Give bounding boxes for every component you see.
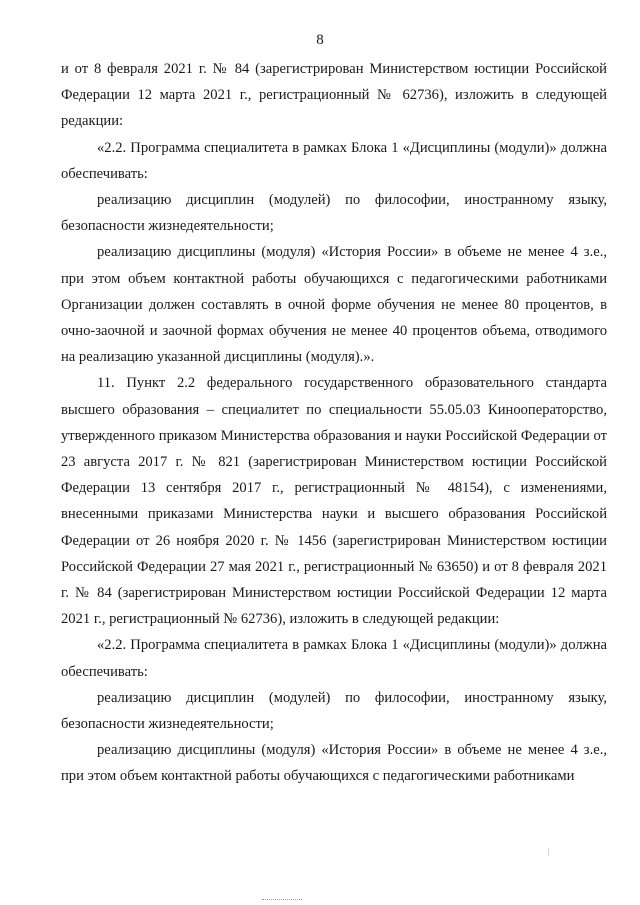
scan-speck <box>548 848 549 856</box>
document-body <box>61 56 607 790</box>
scan-bottom-marks <box>262 899 302 902</box>
paragraph-continuation: и от 8 февраля 2021 г. № 84 (зарегистрирован Министерством юстиции Российской Федерации 12 марта 2021 г., регистрационный № 62736), изложить в следующей редакции: <box>61 61 607 130</box>
paragraph-item-11: 11. Пункт 2.2 федерального государственного образовательного стандарта высшего образования – специалитет по специальности 55.05.03 Кинооператорство, утвержденного приказом Министерства образования и науки Российской Федерации от 23 августа 2017 г. № 821 (зарегистрирован Министерством юстиции Российской Федерации 13 сентября 2017 г., регистрационный № 48154), с изменениями, внесенными приказами Министерства науки и высшего образования Российской Федерации от 26 ноября 2020 г. № 1456 (зарегистрирован Министерством юстиции Российской Федерации 27 мая 2021 г., регистрационный № 63650) и от 8 февраля 2021 г. № 84 (зарегистрирован Министерством юстиции Российской Федерации 12 марта 2021 г., регистрационный № 62736), изложить в следующей редакции: <box>61 375 607 628</box>
paragraph-history: реализацию дисциплины (модуля) «История России» в объеме не менее 4 з.е., при этом объем контактной работы обучающихся с педагогическими работниками Организации должен составлять в очной форме обучения не менее 80 процентов, в очно-заочной и заочной формах обучения не менее 40 процентов объема, отводимого на реализацию указанной дисциплины (модуля).». <box>61 244 607 366</box>
paragraph-quote-program: «2.2. Программа специалитета в рамках Блока 1 «Дисциплины (модули)» должна обеспечивать: <box>61 637 607 680</box>
paragraph-disciplines: реализацию дисциплин (модулей) по философии, иностранному языку, безопасности жизнедеятельности; <box>61 192 607 235</box>
paragraph-quote-program: «2.2. Программа специалитета в рамках Блока 1 «Дисциплины (модули)» должна обеспечивать: <box>61 139 607 182</box>
paragraph-disciplines: реализацию дисциплин (модулей) по философии, иностранному языку, безопасности жизнедеятельности; <box>61 689 607 733</box>
page-number: 8 <box>316 32 324 48</box>
paragraph-history-continued: реализацию дисциплины (модуля) «История России» в объеме не менее 4 з.е., при этом объем контактной работы обучающихся с педагогическими работниками <box>61 742 607 785</box>
